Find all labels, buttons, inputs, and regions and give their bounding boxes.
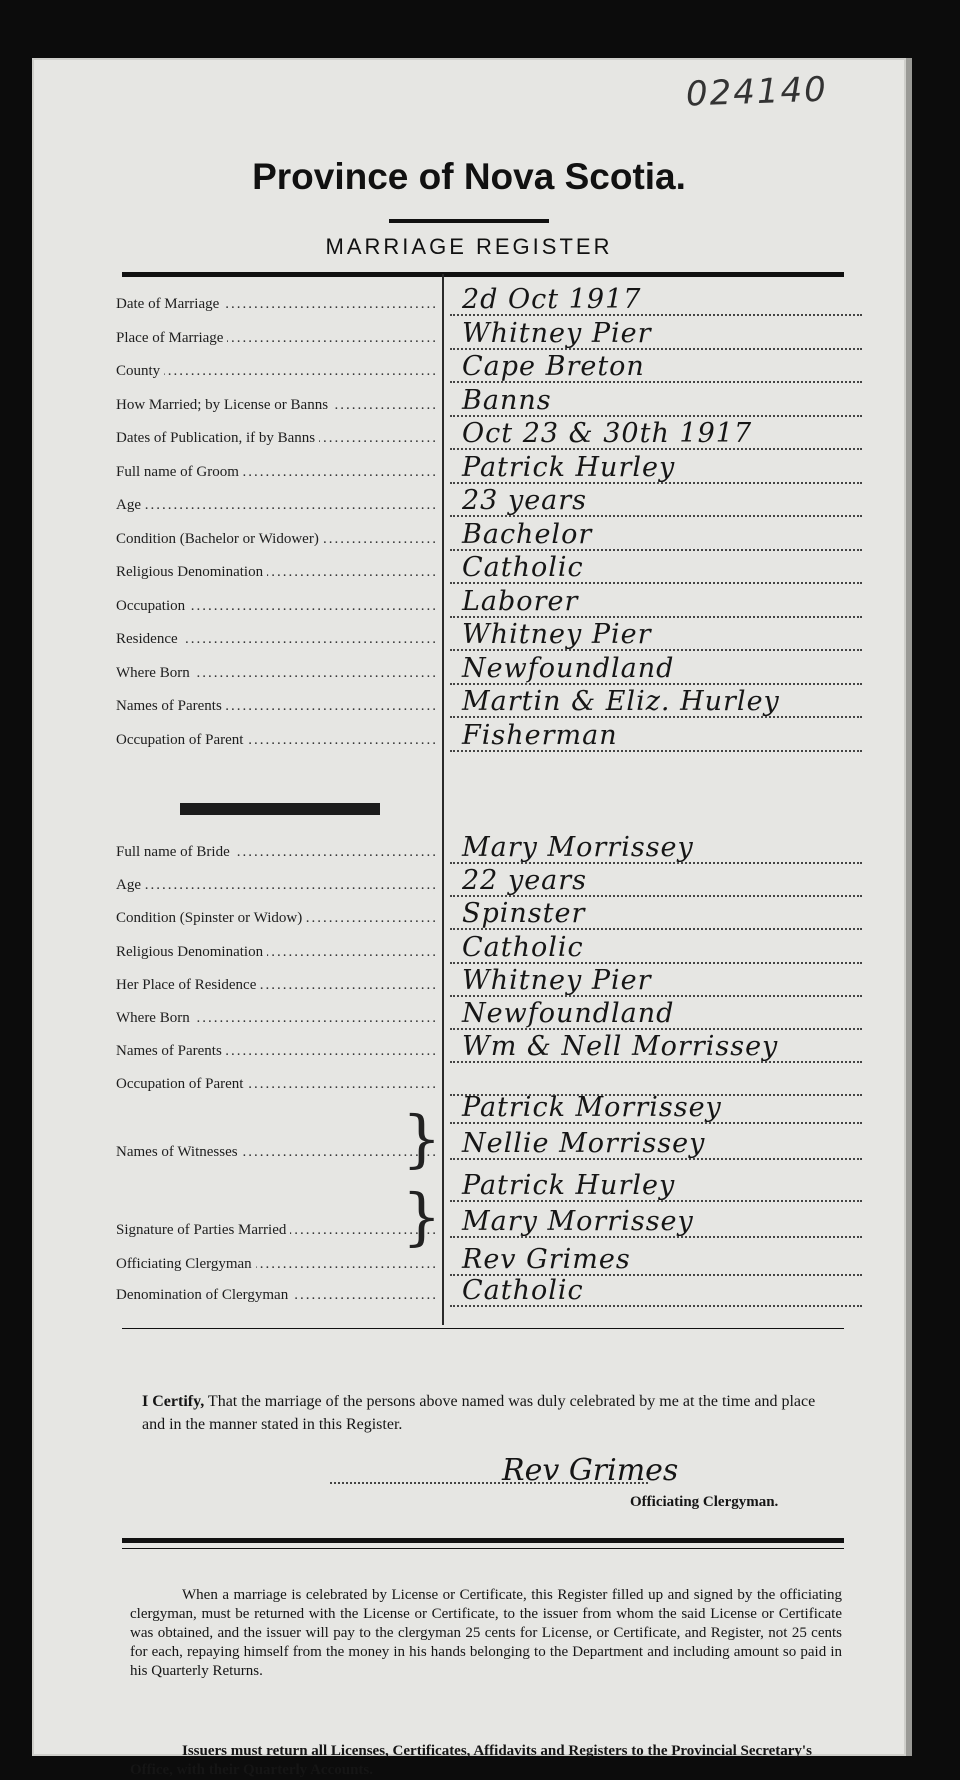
handwritten-value: Spinster: [462, 898, 586, 930]
handwritten-value: Mary Morrissey: [462, 832, 694, 863]
witnesses-brace: }: [402, 1102, 442, 1175]
page-title: Province of Nova Scotia.: [252, 156, 686, 197]
certify-body: That the marriage of the persons above named was duly celebrated by me at the time and place and in the manner stated in this Register.: [142, 1393, 816, 1433]
handwritten-value: 22 years: [462, 865, 588, 897]
form-row: [32, 317, 906, 354]
issuers-paragraph: Issuers must return all Licenses, Certificates, Affidavits and Registers to the Provincial Secretary's Office, with their Quarterly Accounts.: [130, 1743, 812, 1778]
form-row: [32, 284, 906, 320]
field-label: How Married; by License or Banns .....: [116, 397, 436, 414]
field-label: Occupation of Parent .....: [116, 732, 436, 749]
document-number: 024140: [685, 69, 829, 115]
field-label: Condition (Spinster or Widow) .....: [116, 910, 436, 927]
page-subtitle: MARRIAGE REGISTER: [325, 234, 613, 259]
handwritten-value: Wm & Nell Morrissey: [462, 1031, 779, 1063]
field-label: Full name of Groom .....: [116, 464, 436, 481]
handwritten-value: Fisherman: [462, 719, 618, 751]
form-row: [32, 719, 906, 756]
field-label: Denomination of Clergyman .....: [116, 1287, 436, 1304]
parties-brace: }: [402, 1180, 442, 1253]
form-row: [32, 652, 906, 689]
field-label: Date of Marriage .....: [116, 296, 436, 313]
handwritten-value: Laborer: [462, 585, 579, 617]
field-label: Residence .....: [116, 631, 436, 648]
form-row: [32, 964, 906, 1001]
form-row: [32, 1275, 906, 1311]
handwritten-value: Bachelor: [462, 518, 593, 550]
form-row: [32, 832, 906, 868]
handwritten-value: Catholic: [462, 931, 584, 963]
handwritten-value: Newfoundland: [462, 652, 675, 684]
form-row: [32, 619, 906, 655]
witness-line-1: [32, 1092, 906, 1128]
field-label: Age .....: [116, 497, 436, 514]
field-label: Religious Denomination .....: [116, 564, 436, 581]
notice-rule-top: [122, 1538, 844, 1543]
section-rule: [122, 1328, 844, 1329]
field-label: Signature of Parties Married .....: [116, 1222, 436, 1239]
handwritten-value: Oct 23 & 30th 1917: [462, 418, 753, 449]
signature-label: Officiating Clergyman.: [630, 1494, 779, 1510]
register-page: [32, 58, 906, 1778]
handwritten-value: Patrick Hurley: [462, 1170, 676, 1201]
field-label: Condition (Bachelor or Widower) .....: [116, 531, 436, 548]
handwritten-value: Cape Breton: [462, 351, 645, 382]
instructions-paragraph: When a marriage is celebrated by License or Certificate, this Register filled up and signed by the officiating clergyman, must be returned with the License or Certificate, to the issuer from whom the said License or Certificate was obtained, and the issuer will pay to the clergyman 25 cents for License, or Certificate, and Register, not 25 cents for each, repaying himself from the money in his hands belonging to the Department and including amount so paid in his Quarterly Returns.: [130, 1587, 842, 1679]
form-row: [32, 931, 906, 968]
form-row: [32, 351, 906, 387]
handwritten-value: Nellie Morrissey: [462, 1128, 706, 1159]
handwritten-value: Mary Morrissey: [462, 1206, 694, 1237]
handwritten-value: Banns: [462, 384, 552, 416]
handwritten-value: 2d Oct 1917: [462, 284, 642, 315]
form-row: [32, 686, 906, 722]
handwritten-value: Whitney Pier: [462, 317, 652, 349]
handwritten-value: Catholic: [462, 1275, 584, 1306]
party-line-1: [32, 1170, 906, 1206]
form-row: [32, 898, 906, 934]
field-label: Where Born .....: [116, 665, 436, 682]
handwritten-value: Whitney Pier: [462, 964, 652, 996]
field-label: Place of Marriage .....: [116, 330, 436, 347]
field-label: Occupation .....: [116, 598, 436, 615]
title-rule: [389, 219, 549, 223]
notice-rule-bottom: [122, 1548, 844, 1549]
form-row: [32, 1031, 906, 1067]
handwritten-value: Rev Grimes: [462, 1244, 631, 1275]
field-label: Officiating Clergyman .....: [116, 1256, 436, 1273]
field-label: Occupation of Parent .....: [116, 1076, 436, 1093]
field-label: Names of Witnesses .....: [116, 1144, 436, 1161]
handwritten-value: Whitney Pier: [462, 619, 652, 650]
form-row: [32, 485, 906, 521]
field-label: Age .....: [116, 877, 436, 894]
field-label: Names of Parents .....: [116, 698, 436, 715]
handwritten-value: Martin & Eliz. Hurley: [462, 686, 780, 717]
field-label: Full name of Bride .....: [116, 844, 436, 861]
handwritten-value: Patrick Morrissey: [462, 1092, 722, 1123]
form-row: [32, 451, 906, 488]
handwritten-value: Patrick Hurley: [462, 451, 676, 483]
field-label: Names of Parents .....: [116, 1043, 436, 1060]
clergy-signature: Rev Grimes: [502, 1453, 679, 1488]
handwritten-value: 23 years: [462, 485, 588, 516]
form-row: [32, 865, 906, 901]
certify-lead: I Certify,: [142, 1393, 205, 1410]
handwritten-value: Newfoundland: [462, 998, 675, 1029]
handwritten-value: Catholic: [462, 552, 584, 583]
form-row: [32, 418, 906, 454]
section-divider-bar: [180, 803, 380, 815]
field-label: County .....: [116, 363, 436, 380]
form-row: [32, 585, 906, 622]
field-label: Where Born .....: [116, 1010, 436, 1027]
certification-text: [142, 1390, 842, 1436]
form-row: [32, 518, 906, 555]
form-row: [32, 552, 906, 588]
form-row: [32, 384, 906, 421]
header-rule: [122, 272, 844, 277]
form-row: [32, 998, 906, 1034]
field-label: Dates of Publication, if by Banns .....: [116, 430, 436, 447]
field-label: Her Place of Residence .....: [116, 977, 436, 994]
field-label: Religious Denomination .....: [116, 944, 436, 961]
